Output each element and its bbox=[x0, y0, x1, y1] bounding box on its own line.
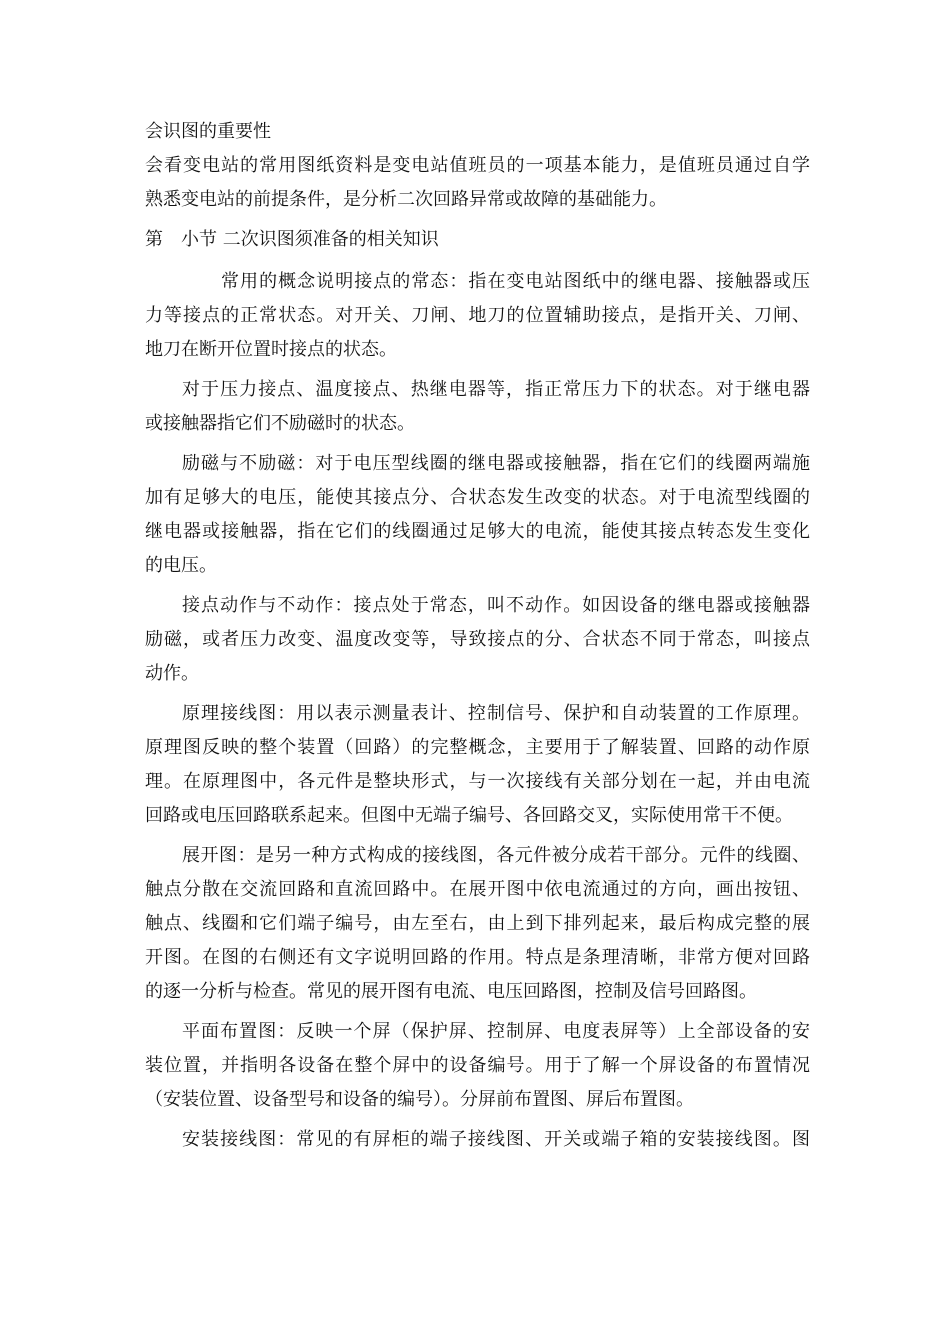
paragraph-pressure-contact bbox=[145, 373, 810, 441]
paragraph-line: （安装位置、设备型号和设备的编号）。分屏前布置图、屏后布置图。 bbox=[145, 1089, 694, 1110]
paragraph-line: 常用的概念说明接点的常态：指在变电站图纸中的继电器、接触器或压 bbox=[221, 271, 810, 292]
paragraph-line: 继电器或接触器，指在它们的线圈通过足够大的电流，能使其接点转态发生变化 bbox=[145, 521, 810, 542]
paragraph-expanded-diagram bbox=[145, 839, 810, 1009]
paragraph-line: 平面布置图：反映一个屏（保护屏、控制屏、电度表屏等）上全部设备的安 bbox=[182, 1021, 810, 1042]
paragraph-line: 安装接线图：常见的有屏柜的端子接线图、开关或端子箱的安装接线图。图 bbox=[182, 1129, 810, 1150]
intro-line: 熟悉变电站的前提条件，是分析二次回路异常或故障的基础能力。 bbox=[145, 189, 667, 210]
paragraph-schematic-diagram bbox=[145, 697, 810, 833]
paragraph-line: 接点动作与不动作：接点处于常态，叫不动作。如因设备的继电器或接触器 bbox=[182, 595, 810, 616]
paragraph-line: 对于压力接点、温度接点、热继电器等，指正常压力下的状态。对于继电器 bbox=[182, 379, 810, 400]
intro-paragraph bbox=[145, 149, 810, 217]
paragraph-installation-diagram bbox=[145, 1123, 810, 1157]
paragraph-line: 励磁，或者压力改变、温度改变等，导致接点的分、合状态不同于常态，叫接点 bbox=[145, 629, 810, 650]
document-page bbox=[145, 115, 810, 1163]
paragraph-line: 励磁与不励磁：对于电压型线圈的继电器或接触器，指在它们的线圈两端施 bbox=[182, 453, 810, 474]
paragraph-line: 的逐一分析与检查。常见的展开图有电流、电压回路图，控制及信号回路图。 bbox=[145, 981, 757, 1002]
paragraph-contact-normal-state bbox=[145, 265, 810, 367]
paragraph-line: 触点、线圈和它们端子编号，由左至右，由上到下排列起来，最后构成完整的展 bbox=[145, 913, 810, 934]
paragraph-line: 的电压。 bbox=[145, 555, 217, 576]
paragraph-line: 回路或电压回路联系起来。但图中无端子编号、各回路交叉，实际使用常干不便。 bbox=[145, 805, 793, 826]
paragraph-line: 原理接线图：用以表示测量表计、控制信号、保护和自动装置的工作原理。 bbox=[182, 703, 810, 724]
paragraph-line: 加有足够大的电压，能使其接点分、合状态发生改变的状态。对于电流型线圈的 bbox=[145, 487, 810, 508]
paragraph-line: 开图。在图的右侧还有文字说明回路的作用。特点是条理清晰，非常方便对回路 bbox=[145, 947, 810, 968]
doc-title: 会识图的重要性 bbox=[145, 121, 271, 142]
paragraph-excitation bbox=[145, 447, 810, 583]
paragraph-line: 原理图反映的整个装置（回路）的完整概念，主要用于了解装置、回路的动作原 bbox=[145, 737, 810, 758]
paragraph-line: 触点分散在交流回路和直流回路中。在展开图中依电流通过的方向，画出按钮、 bbox=[145, 879, 810, 900]
paragraph-layout-diagram bbox=[145, 1015, 810, 1117]
paragraph-line: 装位置，并指明各设备在整个屏中的设备编号。用于了解一个屏设备的布置情况 bbox=[145, 1055, 810, 1076]
paragraph-line: 展开图：是另一种方式构成的接线图，各元件被分成若干部分。元件的线圈、 bbox=[182, 845, 810, 866]
paragraph-line: 力等接点的正常状态。对开关、刀闸、地刀的位置辅助接点，是指开关、刀闸、 bbox=[145, 305, 810, 326]
paragraph-line: 或接触器指它们不励磁时的状态。 bbox=[145, 413, 415, 434]
paragraph-contact-action bbox=[145, 589, 810, 691]
section-title: 第 小节 二次识图须准备的相关知识 bbox=[145, 229, 439, 250]
intro-line: 会看变电站的常用图纸资料是变电站值班员的一项基本能力，是值班员通过自学 bbox=[145, 155, 810, 176]
paragraph-line: 动作。 bbox=[145, 663, 199, 684]
paragraph-line: 理。在原理图中，各元件是整块形式，与一次接线有关部分划在一起，并由电流 bbox=[145, 771, 810, 792]
paragraph-line: 地刀在断开位置时接点的状态。 bbox=[145, 339, 397, 360]
